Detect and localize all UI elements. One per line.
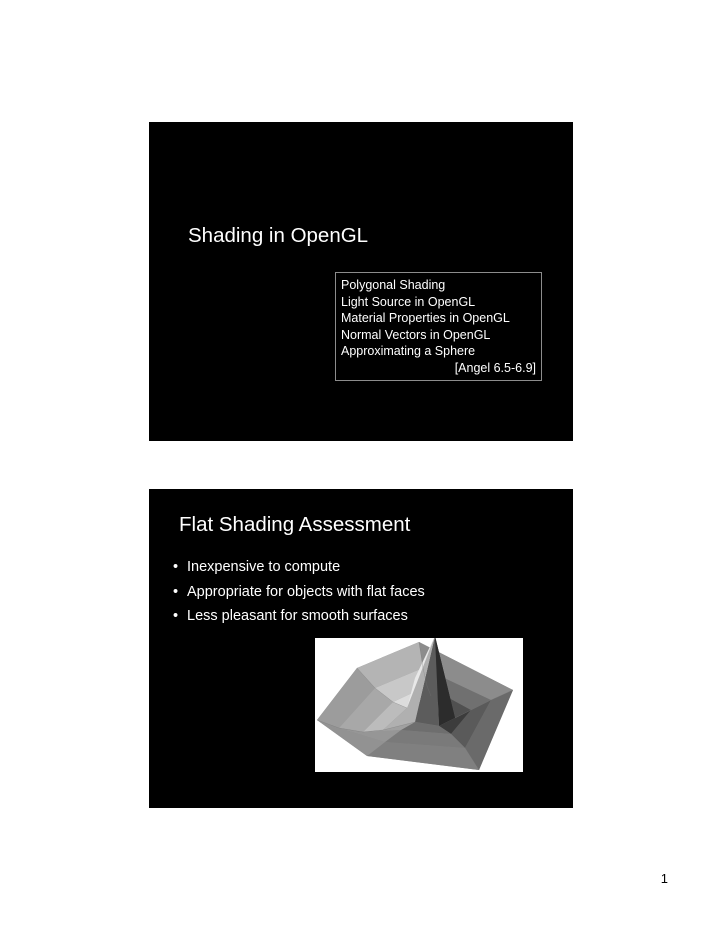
outline-item: Light Source in OpenGL	[341, 294, 476, 309]
bullet-list	[173, 555, 425, 629]
bullet-item	[173, 580, 425, 605]
bullet-marker: •	[173, 608, 179, 624]
flat-shaded-surface-image	[315, 638, 523, 772]
bullet-marker: •	[173, 559, 179, 575]
outline-item: Normal Vectors in OpenGL	[341, 327, 491, 342]
flat-shaded-mesh-graphic	[315, 638, 523, 772]
topic-outline-box	[335, 272, 542, 381]
outline-item: Approximating a Sphere	[341, 344, 476, 359]
slide-1	[149, 122, 573, 441]
bullet-item	[173, 555, 425, 580]
slide-2-title: Flat Shading Assessment	[179, 513, 411, 536]
page-number: 1	[660, 871, 668, 886]
slide-1-title: Shading in OpenGL	[188, 224, 369, 247]
bullet-text: Inexpensive to compute	[187, 559, 341, 575]
slide-2	[149, 489, 573, 808]
outline-item: Polygonal Shading	[341, 278, 446, 292]
bullet-text: Less pleasant for smooth surfaces	[187, 608, 408, 624]
bullet-item	[173, 604, 425, 629]
bullet-marker: •	[173, 583, 179, 600]
bullet-text: Appropriate for objects with flat faces	[187, 583, 425, 600]
reference-citation: [Angel 6.5-6.9]	[454, 360, 536, 375]
outline-item: Material Properties in OpenGL	[341, 311, 510, 326]
